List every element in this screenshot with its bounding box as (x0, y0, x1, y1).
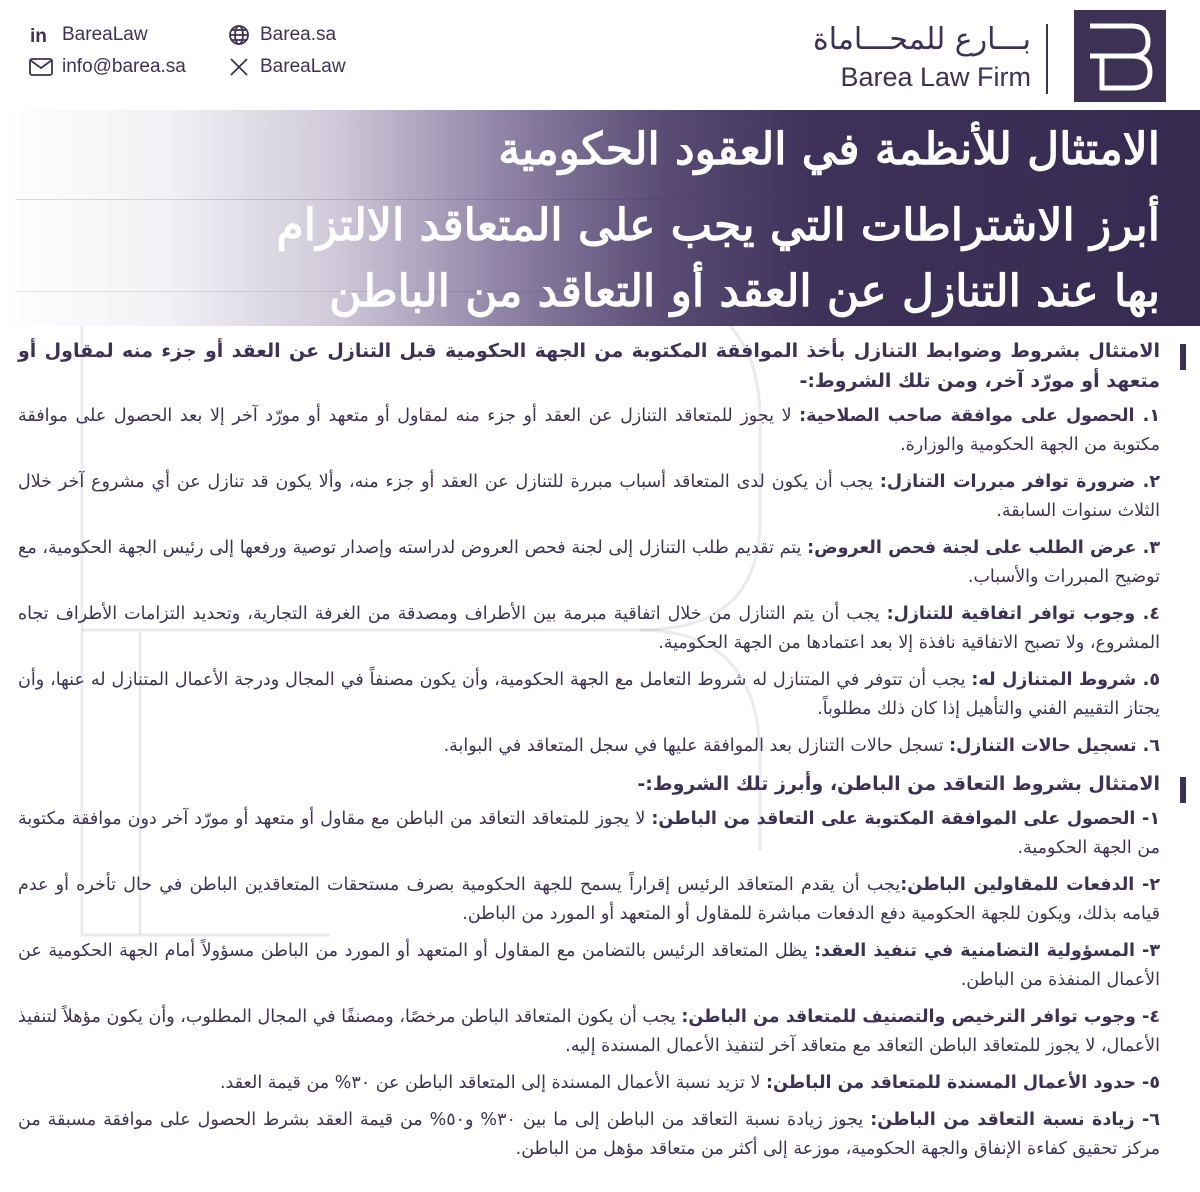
brand-divider (1046, 24, 1048, 94)
item-text: تسجل حالات التنازل بعد الموافقة عليها في سجل المتعاقد في البوابة. (443, 736, 950, 756)
linkedin-link[interactable] (28, 24, 148, 46)
list-item (18, 937, 1160, 995)
list-item (18, 732, 1160, 761)
brand-logo-icon (1074, 10, 1166, 102)
page-title: الامتثال للأنظمة في العقود الحكومية (498, 124, 1160, 175)
email-address: info@barea.sa (62, 56, 186, 77)
x-link[interactable] (226, 56, 346, 78)
globe-icon (226, 24, 252, 46)
item-text: يجب أن يكون لدى المتعاقد أسباب مبررة للتنازل عن العقد أو جزء منه، وألا يكون قد تنازل عن أي مشروع آخر خلال الثلاث سنوات السابقة. (18, 472, 1160, 521)
page-subtitle-line-1: أبرز الاشتراطات التي يجب على المتعاقد الالتزام (276, 200, 1160, 251)
list-item (18, 468, 1160, 526)
article-body (18, 336, 1160, 1172)
item-label: ٦. تسجيل حالات التنازل: (949, 736, 1160, 756)
website-link[interactable] (226, 24, 336, 46)
item-label: ٣- المسؤولية التضامنية في تنفيذ العقد: (814, 941, 1161, 961)
item-text: يجب أن يكون المتعاقد الباطن مرخصًا، ومصنفًا في المجال المطلوب، وأن يكون مؤهلاً لتنفيذ الأعمال، لا يجوز للمتعاقد الباطن التعاقد مع متعاقد آخر لتنفيذ الأعمال المسندة إليه. (18, 1007, 1160, 1056)
item-label: ٤. وجوب توافر اتفاقية للتنازل: (886, 604, 1160, 624)
mail-icon (28, 56, 54, 78)
item-label: ٦- زيادة نسبة التعاقد من الباطن: (870, 1110, 1160, 1130)
list-item (18, 402, 1160, 460)
item-text: يجب أن يتم التنازل من خلال اتفاقية مبرمة بين الأطراف ومصدقة من الغرفة التجارية، وتحديد التزامات الأطراف تجاه المشروع، ولا تصبح الاتفاقية نافذة إلا بعد اعتمادها من الجهة الحكومية. (18, 604, 1160, 653)
svg-text:in: in (30, 26, 47, 45)
brand-name-english: Barea Law Firm (840, 62, 1031, 92)
list-item (18, 534, 1160, 592)
email-link[interactable] (28, 56, 186, 78)
brand-name-arabic: بـــارع للمحـــاماة (813, 22, 1031, 57)
website-url: Barea.sa (260, 24, 337, 45)
item-text: لا تزيد نسبة الأعمال المسندة إلى المتعاقد الباطن عن ٣٠% من قيمة العقد. (219, 1073, 767, 1093)
section-heading-text: الامتثال بشروط وضوابط التنازل بأخذ الموافقة المكتوبة من الجهة الحكومية قبل التنازل عن العقد أو جزء منه لمقاول أو متعهد أو مورّد آخر، ومن تلك الشروط:- (18, 340, 1160, 392)
page-subtitle-line-2: بها عند التنازل عن العقد أو التعاقد من الباطن (329, 266, 1160, 317)
item-label: ١- الحصول على الموافقة المكتوبة على التعاقد من الباطن: (651, 809, 1160, 829)
section-marker (1180, 344, 1186, 370)
linkedin-icon (28, 24, 54, 46)
list-item (18, 1003, 1160, 1061)
item-text: يظل المتعاقد الرئيس بالتضامن مع المقاول أو المتعهد أو المورد من الباطن مسؤولاً أمام الجهة الحكومية عن الأعمال المنفذة من الباطن. (18, 941, 1160, 990)
item-text: يجب أن تتوفر في المتنازل له شروط التعامل مع الجهة الحكومية، وأن يكون مصنفاً في المجال ودرجة الأعمال المتنازل له عنها، وأن يجتاز التقييم الفني والتأهيل إذا كان ذلك مطلوباً. (18, 670, 1160, 719)
x-logo-icon (226, 56, 252, 78)
item-text: يتم تقديم طلب التنازل إلى لجنة فحص العروض لدراسته وإصدار توصية ورفعها إلى رئيس الجهة الحكومية، مع توضيح المبررات والأسباب. (18, 538, 1160, 587)
linkedin-handle: BareaLaw (62, 24, 148, 45)
list-item (18, 666, 1160, 724)
section-heading (18, 769, 1160, 799)
item-label: ٣. عرض الطلب على لجنة فحص العروض: (807, 538, 1160, 558)
item-text: يجب أن يقدم المتعاقد الرئيس إقراراً يسمح للجهة الحكومية بصرف مستحقات المتعاقدين الباطن في حال تأخره أو عدم قيامه بذلك، ويكون للجهة الحكومية دفع الدفعات مباشرة للمقاول أو المتعهد أو المورد من الباطن. (18, 875, 1160, 924)
item-text: لا يجوز للمتعاقد التعاقد من الباطن مع مقاول أو متعهد أو مورّد آخر دون موافقة مكتوبة من الجهة الحكومية. (18, 809, 1160, 858)
item-label: ١. الحصول على موافقة صاحب الصلاحية: (799, 406, 1161, 426)
item-label: ٢. ضرورة توافر مبررات التنازل: (879, 472, 1160, 492)
title-banner (0, 110, 1200, 326)
list-item (18, 1069, 1160, 1098)
item-label: ٥. شروط المتنازل له: (971, 670, 1160, 690)
list-item (18, 600, 1160, 658)
section-marker (1180, 777, 1186, 803)
item-label: ٢- الدفعات للمقاولين الباطن: (900, 875, 1160, 895)
contact-block (26, 20, 386, 90)
brand-header (813, 10, 1166, 100)
item-text: لا يجوز للمتعاقد التنازل عن العقد أو جزء منه لمقاول أو متعهد أو مورّد آخر إلا بعد الحصول على موافقة مكتوبة من الجهة الحكومية والوزارة. (18, 406, 1160, 455)
section-heading (18, 336, 1160, 396)
item-label: ٤- وجوب توافر الترخيص والتصنيف للمتعاقد من الباطن: (681, 1007, 1160, 1027)
item-text: يجوز زيادة نسبة التعاقد من الباطن إلى ما بين ٣٠% و٥٠% من قيمة العقد بشرط الحصول على موافقة مسبقة من مركز تحقيق كفاءة الإنفاق والجهة الحكومية، موزعة إلى أكثر من متعاقد مؤهل من الباطن. (18, 1110, 1160, 1159)
list-item (18, 805, 1160, 863)
list-item (18, 1106, 1160, 1164)
list-item (18, 871, 1160, 929)
section-heading-text: الامتثال بشروط التعاقد من الباطن، وأبرز تلك الشروط:- (637, 773, 1160, 795)
item-label: ٥- حدود الأعمال المسندة للمتعاقد من الباطن: (766, 1073, 1160, 1093)
x-handle: BareaLaw (260, 56, 346, 77)
